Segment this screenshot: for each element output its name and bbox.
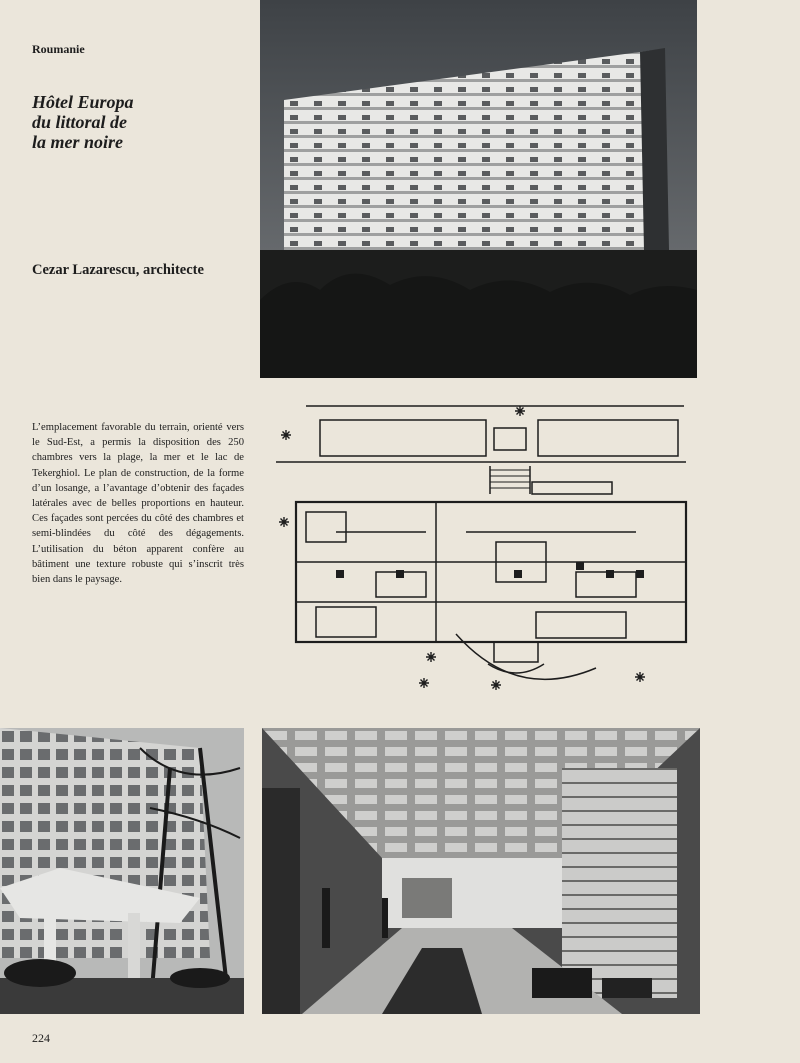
title-line-2: du littoral de [32, 112, 128, 132]
section-label: Roumanie [32, 42, 85, 56]
architect-credit: Cezar Lazarescu, architecte [32, 262, 204, 278]
title-line-3: la mer noire [32, 132, 124, 152]
hotel-lobby-photo [262, 728, 700, 1014]
hotel-canopy-photo [0, 728, 244, 1014]
page-number: 224 [32, 1031, 50, 1045]
hotel-exterior-photo [260, 0, 697, 378]
title-line-1: Hôtel Europa [32, 92, 134, 112]
floor-plan-drawing [276, 402, 688, 694]
article-title [32, 92, 232, 152]
article-body: L’emplacement favorable du terrain, orienté vers le Sud-Est, a permis la disposition des 250 chambres vers la plage, la mer et le lac de Tekerghiol. Le plan de construction, de la forme d’un losange, a l’avantage d’obtenir des façades latérales avec de belles proportions en hauteur. Ces façades sont percées du côté des chambres et semi-blindées du côté des dégagements. L’utilisation du béton apparent confère au bâtiment une texture robuste qui s’inscrit très bien dans le paysage. [32, 422, 244, 586]
